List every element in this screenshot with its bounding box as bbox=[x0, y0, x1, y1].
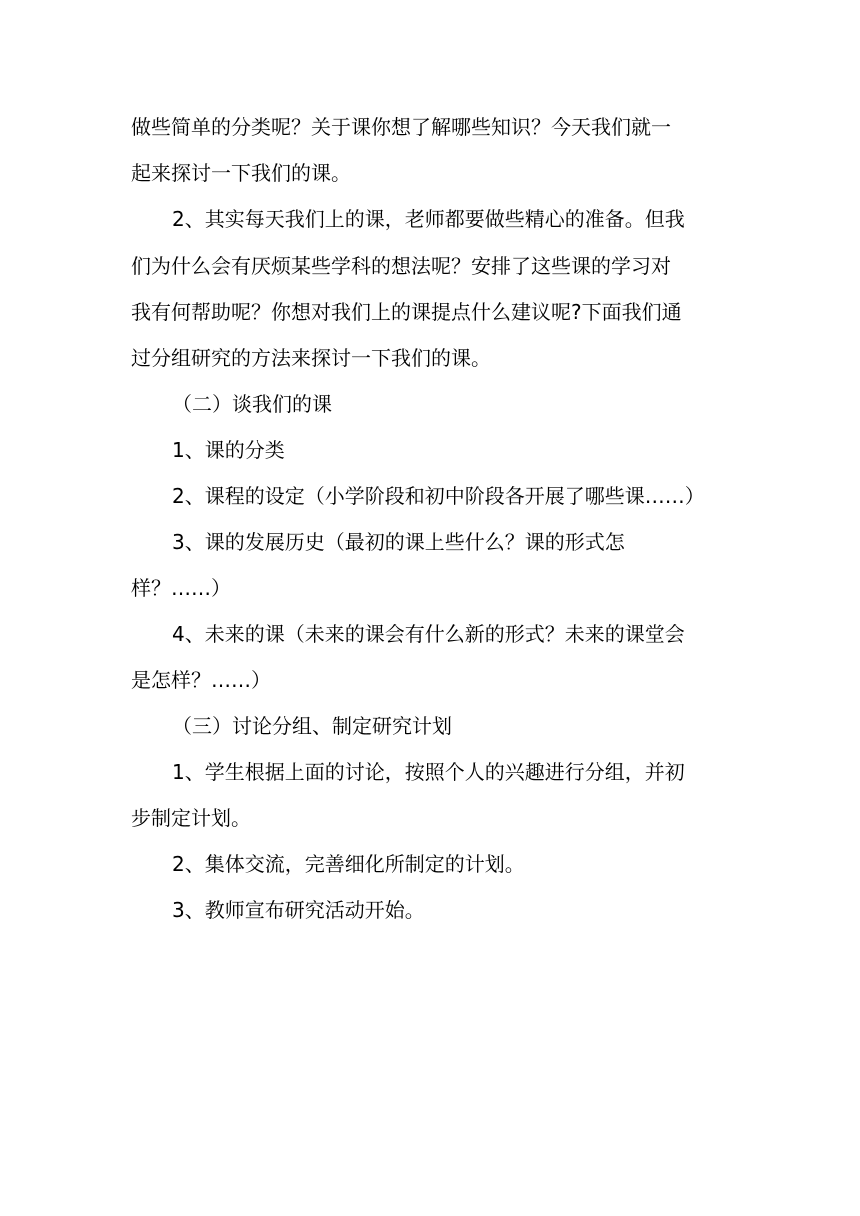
list-item: 2、课程的设定（小学阶段和初中阶段各开展了哪些课……） bbox=[172, 484, 705, 508]
paragraph-line: 我有何帮助呢？你想对我们上的课提点什么建议呢?下面我们通 bbox=[131, 300, 682, 324]
paragraph-line: 过分组研究的方法来探讨一下我们的课。 bbox=[131, 346, 491, 370]
list-item: 1、学生根据上面的讨论，按照个人的兴趣进行分组，并初 bbox=[172, 760, 685, 784]
paragraph-line: 做些简单的分类呢？关于课你想了解哪些知识？今天我们就一 bbox=[131, 115, 671, 139]
list-item-continuation: 样？……） bbox=[131, 576, 231, 600]
paragraph-line: 起来探讨一下我们的课。 bbox=[131, 161, 351, 185]
list-item: 2、集体交流，完善细化所制定的计划。 bbox=[172, 852, 525, 876]
list-item-continuation: 是怎样？……） bbox=[131, 668, 271, 692]
list-item: 3、教师宣布研究活动开始。 bbox=[172, 898, 425, 922]
paragraph-line: 们为什么会有厌烦某些学科的想法呢？安排了这些课的学习对 bbox=[131, 254, 671, 278]
list-item: 4、未来的课（未来的课会有什么新的形式？未来的课堂会 bbox=[172, 622, 685, 646]
paragraph-line: 2、其实每天我们上的课，老师都要做些精心的准备。但我 bbox=[172, 207, 685, 231]
list-item: 3、课的发展历史（最初的课上些什么？课的形式怎 bbox=[172, 530, 625, 554]
list-item-continuation: 步制定计划。 bbox=[131, 806, 251, 830]
section-heading: （二）谈我们的课 bbox=[172, 392, 332, 416]
section-heading: （三）讨论分组、制定研究计划 bbox=[172, 714, 452, 738]
list-item: 1、课的分类 bbox=[172, 438, 285, 462]
